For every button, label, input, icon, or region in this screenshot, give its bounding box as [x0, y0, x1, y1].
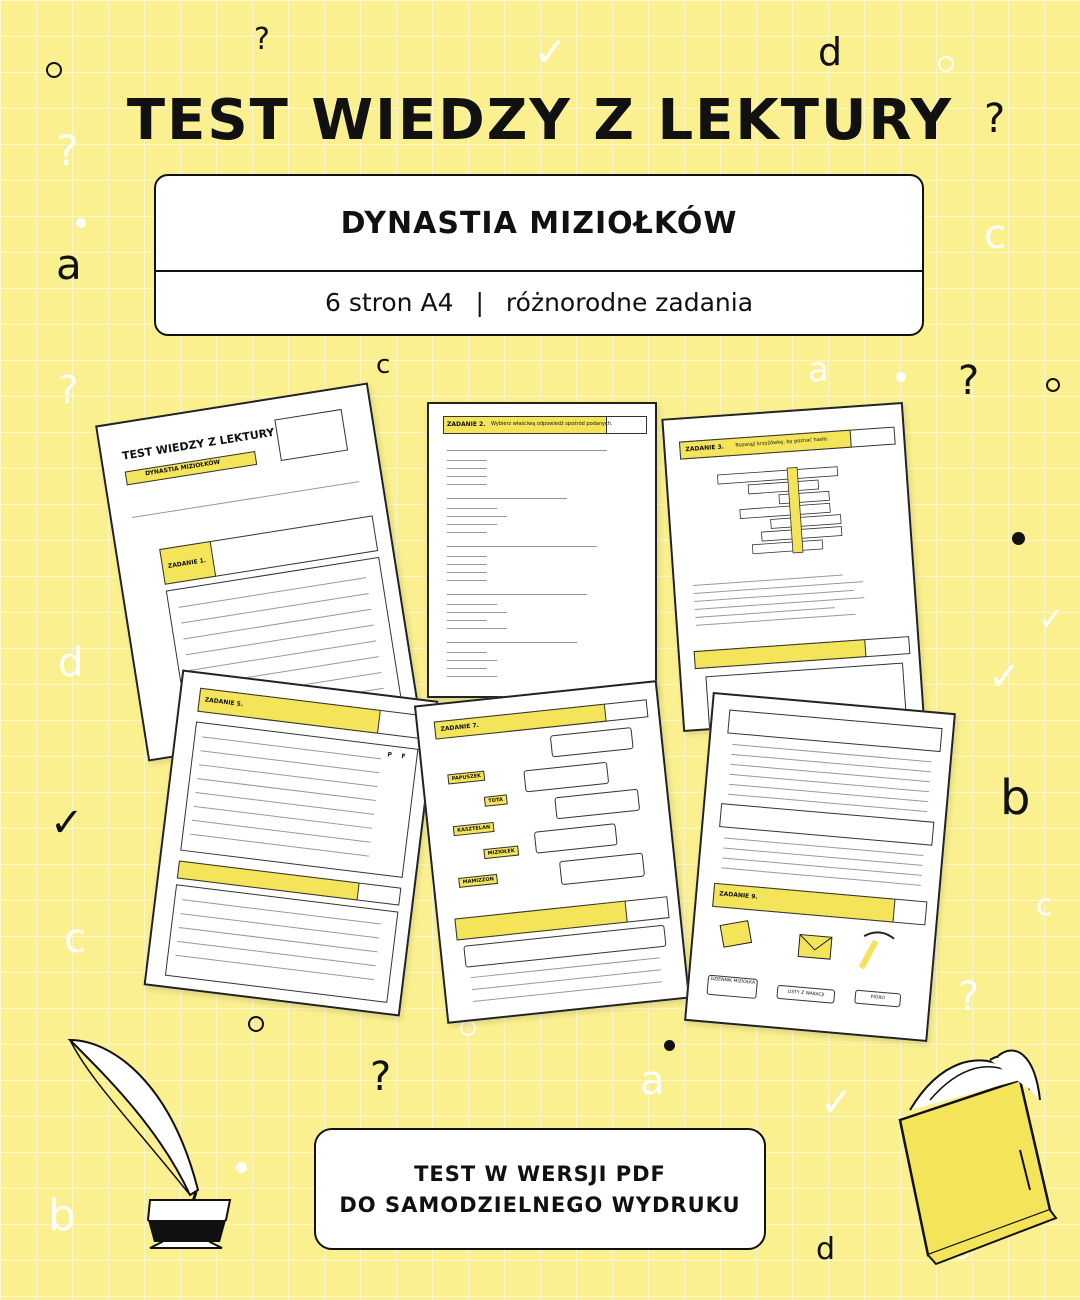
preview-page-2 — [427, 402, 657, 698]
preview-task: ZADANIE 3. — [685, 443, 725, 454]
pdf-info-line-1: TEST W WERSJI PDF — [414, 1162, 666, 1186]
pages-info: 6 stron A4 — [324, 288, 454, 317]
dot-doodle — [664, 1040, 675, 1051]
word-tag: MAMIZZON — [458, 874, 498, 888]
letter-a-doodle: a — [808, 350, 829, 390]
letter-c-doodle: c — [1036, 888, 1053, 923]
circle-doodle — [1046, 378, 1060, 392]
circle-doodle — [938, 56, 954, 72]
preview-task: ZADANIE 5. — [204, 696, 244, 709]
preview-page-6 — [684, 692, 956, 1042]
letter-c-doodle: c — [376, 350, 391, 380]
preview-label: DYNASTIA MIZIOŁKÓW — [144, 458, 221, 478]
dot-doodle — [1012, 532, 1025, 545]
word-tag: PAPUSZEK — [447, 771, 485, 785]
circle-doodle — [46, 62, 62, 78]
preview-task: ZADANIE 1. — [167, 557, 207, 570]
letter-d-doodle: d — [816, 1232, 836, 1267]
quill-inkwell-icon — [50, 1020, 250, 1260]
question-mark-doodle: ? — [984, 96, 1006, 142]
question-mark-doodle: ? — [958, 358, 980, 404]
true-label: P — [387, 751, 393, 759]
preview-task: ZADANIE 9. — [718, 890, 758, 901]
book-meta — [156, 272, 922, 336]
preview-heading: TEST WIEDZY Z LEKTURY — [121, 425, 276, 463]
item-label: DZIENNIK MIZIOŁKA — [706, 975, 758, 999]
book-info-card — [154, 174, 924, 336]
letter-d-doodle: d — [58, 640, 84, 686]
letter-c-doodle: c — [984, 212, 1006, 258]
false-label: F — [400, 752, 406, 761]
check-doodle: ✓ — [50, 800, 84, 846]
item-label: PIÓRO — [854, 990, 901, 1008]
word-tag: KASZTELAN — [453, 822, 495, 836]
check-doodle: ✓ — [988, 654, 1022, 700]
preview-page-5 — [414, 680, 690, 1024]
question-mark-doodle: ? — [58, 368, 79, 412]
question-mark-doodle: ? — [370, 1054, 392, 1100]
preview-page-4 — [144, 669, 439, 1016]
crossword-grid — [707, 459, 864, 569]
letter-d-doodle: d — [818, 30, 843, 74]
dot-doodle — [76, 218, 86, 228]
book-title: DYNASTIA MIZIOŁKÓW — [156, 176, 922, 272]
page-title: TEST WIEDZY Z LEKTURY — [126, 88, 954, 153]
meta-separator: | — [475, 288, 484, 317]
question-mark-doodle: ? — [958, 974, 980, 1020]
letter-b-doodle: b — [48, 1190, 76, 1241]
circle-doodle — [248, 1016, 264, 1032]
word-tag: MIZIOŁEK — [483, 845, 519, 859]
preview-page-3 — [661, 402, 924, 732]
check-doodle: ✓ — [820, 1080, 854, 1126]
preview-instruction: Wybierz właściwą odpowiedź spośród podanych. — [491, 421, 613, 427]
true-false-table — [180, 722, 418, 878]
letter-c-doodle: c — [64, 916, 86, 962]
check-doodle: ✓ — [534, 30, 568, 76]
dot-doodle — [896, 372, 906, 382]
points-box — [274, 409, 348, 461]
open-book-icon — [870, 1040, 1070, 1270]
letter-b-doodle: b — [1000, 770, 1031, 826]
preview-instruction: Rozwiąż krzyżówkę, by poznać hasło. — [735, 436, 829, 449]
pdf-info-card — [314, 1128, 766, 1250]
question-mark-doodle: ? — [56, 126, 79, 175]
check-doodle: ✓ — [1038, 600, 1065, 638]
preview-task: ZADANIE 7. — [440, 721, 480, 733]
item-label: LISTY Z WAKACJI — [776, 985, 835, 1004]
preview-task: ZADANIE 2. — [447, 421, 486, 428]
word-tag: TOTA — [484, 794, 507, 806]
tasks-info: różnorodne zadania — [505, 288, 754, 317]
pdf-info-line-2: DO SAMODZIELNEGO WYDRUKU — [339, 1193, 741, 1217]
circle-doodle — [460, 1020, 476, 1036]
letter-a-doodle: a — [56, 240, 82, 289]
question-mark-doodle: ? — [254, 22, 270, 57]
letter-a-doodle: a — [640, 1058, 665, 1104]
